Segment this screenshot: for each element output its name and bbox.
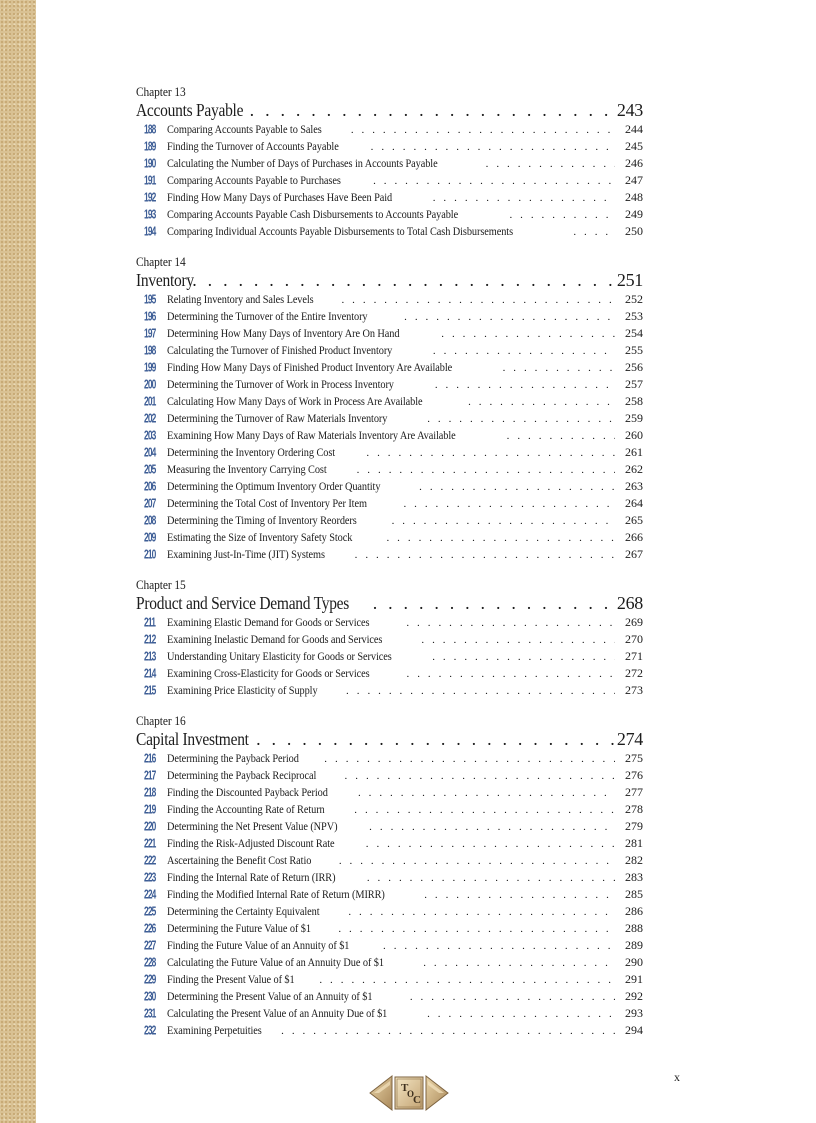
entry-number: 207 — [144, 495, 156, 511]
toc-entry[interactable] — [136, 308, 643, 325]
entry-number: 197 — [144, 325, 156, 341]
entry-page-number: 245 — [625, 139, 643, 153]
navigation-bar — [368, 1073, 450, 1113]
toc-entry[interactable] — [136, 172, 643, 189]
leader-dots — [369, 819, 615, 836]
toc-entry[interactable] — [136, 291, 643, 308]
entry-page-number: 267 — [625, 547, 643, 561]
toc-entry[interactable] — [136, 529, 643, 546]
toc-entry[interactable] — [136, 631, 643, 648]
entry-title: Relating Inventory and Sales Levels — [167, 292, 314, 306]
entry-title: Determining the Payback Period — [167, 751, 299, 765]
entry-number: 217 — [144, 767, 156, 783]
leader-dots — [435, 377, 615, 394]
entry-page-number: 260 — [625, 428, 643, 442]
toc-entry[interactable] — [136, 342, 643, 359]
entry-page-number: 278 — [625, 802, 643, 816]
chapter-section — [136, 84, 643, 240]
leader-dots — [338, 921, 615, 938]
entry-title: Examining Just-In-Time (JIT) Systems — [167, 547, 325, 561]
toc-entry[interactable] — [136, 648, 643, 665]
chapter-page-number: 274 — [616, 729, 643, 749]
entry-page-number: 294 — [625, 1023, 643, 1037]
entry-number: 199 — [144, 359, 156, 375]
entry-title: Determining the Inventory Ordering Cost — [167, 445, 336, 459]
leader-dots — [427, 411, 615, 428]
toc-entry[interactable] — [136, 869, 643, 886]
toc-entry[interactable] — [136, 495, 643, 512]
entry-number: 202 — [144, 410, 156, 426]
toc-entry[interactable] — [136, 954, 643, 971]
leader-dots — [433, 343, 615, 360]
leader-dots — [319, 972, 615, 989]
toc-entry[interactable] — [136, 546, 643, 563]
chapter-page-number: 268 — [616, 593, 643, 613]
entry-number: 192 — [144, 189, 156, 205]
entry-number: 221 — [144, 835, 156, 851]
entry-title: Finding the Discounted Payback Period — [167, 785, 328, 799]
toc-entry[interactable] — [136, 427, 643, 444]
toc-entry[interactable] — [136, 937, 643, 954]
toc-entry[interactable] — [136, 903, 643, 920]
entry-number: 215 — [144, 682, 156, 698]
chapter-label: Chapter 14 — [136, 254, 186, 269]
entry-title: Calculating the Turnover of Finished Product Inventory — [167, 343, 393, 357]
entry-title: Determining the Optimum Inventory Order Quantity — [167, 479, 381, 493]
leader-dots — [324, 751, 615, 768]
leader-dots — [573, 224, 615, 241]
entry-page-number: 254 — [625, 326, 643, 340]
entry-page-number: 256 — [625, 360, 643, 374]
leader-dots — [367, 870, 615, 887]
entry-page-number: 275 — [625, 751, 643, 765]
entry-number: 195 — [144, 291, 156, 307]
entry-page-number: 289 — [625, 938, 643, 952]
toc-letter-o: O — [407, 1089, 415, 1099]
leader-dots — [358, 785, 615, 802]
decorative-sidebar — [0, 0, 36, 1123]
entry-number: 194 — [144, 223, 156, 239]
entry-title: Examining Elastic Demand for Goods or Services — [167, 615, 370, 629]
chapter-label: Chapter 15 — [136, 577, 186, 592]
entry-title: Understanding Unitary Elasticity for Goods or Services — [167, 649, 392, 663]
previous-page-arrow-icon[interactable] — [370, 1076, 392, 1110]
chapter-section — [136, 254, 643, 563]
entry-number: 219 — [144, 801, 156, 817]
toc-entry[interactable] — [136, 189, 643, 206]
entry-page-number: 279 — [625, 819, 643, 833]
leader-dots — [406, 615, 615, 632]
toc-entry[interactable] — [136, 750, 643, 767]
leader-dots — [404, 309, 615, 326]
entry-title: Determining the Turnover of Work in Process Inventory — [167, 377, 394, 391]
entry-number: 198 — [144, 342, 156, 358]
entry-number: 203 — [144, 427, 156, 443]
toc-entry[interactable] — [136, 325, 643, 342]
entry-page-number: 264 — [625, 496, 643, 510]
toc-entry[interactable] — [136, 478, 643, 495]
entry-number: 188 — [144, 121, 156, 137]
page-number: x — [674, 1070, 680, 1084]
entry-page-number: 244 — [625, 122, 643, 136]
entry-number: 191 — [144, 172, 156, 188]
entry-title: Determining the Timing of Inventory Reorders — [167, 513, 357, 527]
entry-title: Finding How Many Days of Purchases Have Been Paid — [167, 190, 393, 204]
entry-title: Determining How Many Days of Inventory Are On Hand — [167, 326, 400, 340]
entry-number: 210 — [144, 546, 156, 562]
leader-dots — [371, 139, 615, 156]
entry-number: 224 — [144, 886, 156, 902]
chapter-title: Capital Investment — [136, 729, 249, 749]
toc-entry[interactable] — [136, 121, 643, 138]
toc-entry[interactable] — [136, 393, 643, 410]
toc-entry[interactable] — [136, 461, 643, 478]
leader-dots — [419, 479, 615, 496]
entry-title: Determining the Net Present Value (NPV) — [167, 819, 338, 833]
leader-dots — [421, 632, 615, 649]
leader-dots — [192, 270, 614, 291]
entry-title: Examining Perpetuities — [167, 1023, 262, 1037]
entry-title: Measuring the Inventory Carrying Cost — [167, 462, 327, 476]
leader-dots — [339, 853, 615, 870]
entry-title: Determining the Turnover of Raw Materials Inventory — [167, 411, 388, 425]
entry-page-number: 283 — [625, 870, 643, 884]
toc-entry[interactable] — [136, 920, 643, 937]
toc-entry[interactable] — [136, 818, 643, 835]
toc-entry[interactable] — [136, 359, 643, 376]
entry-page-number: 273 — [625, 683, 643, 697]
entry-page-number: 269 — [625, 615, 643, 629]
entry-page-number: 258 — [625, 394, 643, 408]
leader-dots — [432, 649, 615, 666]
toc-entry[interactable] — [136, 410, 643, 427]
entry-number: 189 — [144, 138, 156, 154]
toc-entry[interactable] — [136, 665, 643, 682]
entry-page-number: 259 — [625, 411, 643, 425]
entry-number: 223 — [144, 869, 156, 885]
leader-dots — [386, 530, 615, 547]
entry-number: 229 — [144, 971, 156, 987]
entry-number: 222 — [144, 852, 156, 868]
entry-title: Examining Inelastic Demand for Goods and Services — [167, 632, 383, 646]
entry-page-number: 257 — [625, 377, 643, 391]
entry-page-number: 272 — [625, 666, 643, 680]
entry-page-number: 291 — [625, 972, 643, 986]
entry-title: Finding the Turnover of Accounts Payable — [167, 139, 339, 153]
chapter-title: Accounts Payable — [136, 100, 244, 120]
entry-number: 206 — [144, 478, 156, 494]
entry-page-number: 276 — [625, 768, 643, 782]
leader-dots — [346, 683, 615, 700]
entry-title: Comparing Individual Accounts Payable Disbursements to Total Cash Disbursements — [167, 224, 514, 238]
entry-title: Determining the Payback Reciprocal — [167, 768, 317, 782]
entry-title: Finding the Modified Internal Rate of Return (MIRR) — [167, 887, 385, 901]
leader-dots — [507, 428, 615, 445]
entry-page-number: 270 — [625, 632, 643, 646]
entry-title: Finding the Accounting Rate of Return — [167, 802, 325, 816]
toc-entry[interactable] — [136, 886, 643, 903]
entry-number: 200 — [144, 376, 156, 392]
leader-dots — [366, 445, 615, 462]
leader-dots — [348, 904, 615, 921]
entry-number: 213 — [144, 648, 156, 664]
entry-page-number: 271 — [625, 649, 643, 663]
entry-number: 232 — [144, 1022, 156, 1038]
entry-title: Calculating the Future Value of an Annuity Due of $1 — [167, 955, 384, 969]
entry-number: 214 — [144, 665, 156, 681]
chapter-title: Inventory — [136, 270, 194, 290]
entry-title: Calculating How Many Days of Work in Process Are Available — [167, 394, 423, 408]
toc-entry[interactable] — [136, 614, 643, 631]
entry-page-number: 265 — [625, 513, 643, 527]
entry-number: 226 — [144, 920, 156, 936]
entry-page-number: 290 — [625, 955, 643, 969]
leader-dots — [383, 938, 615, 955]
entry-title: Examining How Many Days of Raw Materials Inventory Are Available — [167, 428, 456, 442]
leader-dots — [468, 394, 615, 411]
toc-entry[interactable] — [136, 835, 643, 852]
entry-title: Ascertaining the Benefit Cost Ratio — [167, 853, 312, 867]
entry-page-number: 249 — [625, 207, 643, 221]
toc-entry[interactable] — [136, 376, 643, 393]
entry-title: Examining Price Elasticity of Supply — [167, 683, 318, 697]
entry-number: 231 — [144, 1005, 156, 1021]
entry-page-number: 261 — [625, 445, 643, 459]
entry-number: 230 — [144, 988, 156, 1004]
chapter-page-number: 251 — [616, 270, 643, 290]
leader-dots — [351, 122, 615, 139]
entry-page-number: 266 — [625, 530, 643, 544]
leader-dots — [503, 360, 615, 377]
chapter-page-number: 243 — [616, 100, 643, 120]
table-of-contents — [136, 84, 643, 1053]
entry-title: Comparing Accounts Payable to Purchases — [167, 173, 341, 187]
chapter-section — [136, 577, 643, 699]
entry-title: Finding the Internal Rate of Return (IRR) — [167, 870, 336, 884]
entry-number: 228 — [144, 954, 156, 970]
entry-page-number: 277 — [625, 785, 643, 799]
entry-number: 216 — [144, 750, 156, 766]
entry-title: Estimating the Size of Inventory Safety Stock — [167, 530, 353, 544]
entry-number: 193 — [144, 206, 156, 222]
entry-page-number: 292 — [625, 989, 643, 1003]
entry-number: 204 — [144, 444, 156, 460]
entry-number: 227 — [144, 937, 156, 953]
leader-dots — [250, 100, 614, 121]
chapter-label: Chapter 13 — [136, 84, 186, 99]
entry-page-number: 288 — [625, 921, 643, 935]
entry-number: 211 — [144, 614, 156, 630]
leader-dots — [345, 768, 615, 785]
entry-page-number: 293 — [625, 1006, 643, 1020]
entry-title: Determining the Turnover of the Entire Inventory — [167, 309, 368, 323]
entry-page-number: 247 — [625, 173, 643, 187]
toc-entry[interactable] — [136, 223, 643, 240]
chapter-title-link[interactable] — [136, 270, 643, 291]
leader-dots — [427, 1006, 615, 1023]
entry-title: Finding the Present Value of $1 — [167, 972, 295, 986]
entry-title: Calculating the Present Value of an Annuity Due of $1 — [167, 1006, 388, 1020]
entry-number: 205 — [144, 461, 156, 477]
entry-title: Finding the Future Value of an Annuity of $1 — [167, 938, 350, 952]
toc-entry[interactable] — [136, 767, 643, 784]
entry-title: Comparing Accounts Payable to Sales — [167, 122, 322, 136]
entry-page-number: 285 — [625, 887, 643, 901]
toc-entry[interactable] — [136, 155, 643, 172]
entry-number: 218 — [144, 784, 156, 800]
chapter-label: Chapter 16 — [136, 713, 186, 728]
toc-entry[interactable] — [136, 512, 643, 529]
toc-entry[interactable] — [136, 206, 643, 223]
entry-title: Examining Cross-Elasticity for Goods or Services — [167, 666, 370, 680]
toc-entry[interactable] — [136, 784, 643, 801]
toc-entry[interactable] — [136, 444, 643, 461]
leader-dots — [441, 326, 615, 343]
chapter-title-link[interactable] — [136, 729, 643, 750]
toc-entry[interactable] — [136, 682, 643, 699]
leader-dots — [433, 190, 615, 207]
toc-letter-c: C — [413, 1094, 421, 1106]
chapter-title: Product and Service Demand Types — [136, 593, 350, 613]
leader-dots — [341, 292, 615, 309]
toc-letter-t: T — [401, 1082, 409, 1094]
entry-title: Determining the Future Value of $1 — [167, 921, 311, 935]
entry-title: Comparing Accounts Payable Cash Disbursements to Accounts Payable — [167, 207, 459, 221]
leader-dots — [486, 156, 615, 173]
leader-dots — [407, 666, 616, 683]
entry-title: Determining the Total Cost of Inventory Per Item — [167, 496, 367, 510]
entry-title: Calculating the Number of Days of Purchases in Accounts Payable — [167, 156, 438, 170]
toc-entry[interactable] — [136, 852, 643, 869]
toc-entry[interactable] — [136, 971, 643, 988]
leader-dots — [423, 955, 615, 972]
entry-number: 208 — [144, 512, 156, 528]
entry-title: Finding the Risk-Adjusted Discount Rate — [167, 836, 335, 850]
leader-dots — [366, 836, 615, 853]
leader-dots — [281, 1023, 615, 1040]
toc-entry[interactable] — [136, 1022, 643, 1039]
leader-dots — [373, 173, 615, 190]
chapter-section — [136, 713, 643, 1039]
chapter-title-link[interactable] — [136, 593, 643, 614]
entry-page-number: 253 — [625, 309, 643, 323]
leader-dots — [509, 207, 615, 224]
entry-number: 196 — [144, 308, 156, 324]
entry-page-number: 286 — [625, 904, 643, 918]
entry-page-number: 248 — [625, 190, 643, 204]
entry-number: 201 — [144, 393, 156, 409]
entry-page-number: 252 — [625, 292, 643, 306]
entry-title: Finding How Many Days of Finished Product Inventory Are Available — [167, 360, 453, 374]
entry-number: 220 — [144, 818, 156, 834]
leader-dots — [357, 462, 615, 479]
toc-entry[interactable] — [136, 801, 643, 818]
entry-number: 212 — [144, 631, 156, 647]
entry-number: 190 — [144, 155, 156, 171]
toc-entry[interactable] — [136, 1005, 643, 1022]
entry-page-number: 263 — [625, 479, 643, 493]
entry-number: 225 — [144, 903, 156, 919]
leader-dots — [354, 802, 615, 819]
leader-dots — [373, 593, 614, 614]
entry-title: Determining the Present Value of an Annuity of $1 — [167, 989, 373, 1003]
entry-number: 209 — [144, 529, 156, 545]
entry-title: Determining the Certainty Equivalent — [167, 904, 320, 918]
toc-entry[interactable] — [136, 138, 643, 155]
leader-dots — [403, 496, 615, 513]
entry-page-number: 246 — [625, 156, 643, 170]
leader-dots — [392, 513, 615, 530]
toc-entry[interactable] — [136, 988, 643, 1005]
leader-dots — [410, 989, 615, 1006]
entry-page-number: 282 — [625, 853, 643, 867]
leader-dots — [355, 547, 615, 564]
entry-page-number: 281 — [625, 836, 643, 850]
leader-dots — [424, 887, 615, 904]
toc-button[interactable] — [395, 1077, 423, 1109]
next-page-arrow-icon[interactable] — [426, 1076, 448, 1110]
chapter-title-link[interactable] — [136, 100, 643, 121]
entry-page-number: 250 — [625, 224, 643, 238]
entry-page-number: 255 — [625, 343, 643, 357]
entry-page-number: 262 — [625, 462, 643, 476]
leader-dots — [256, 729, 614, 750]
